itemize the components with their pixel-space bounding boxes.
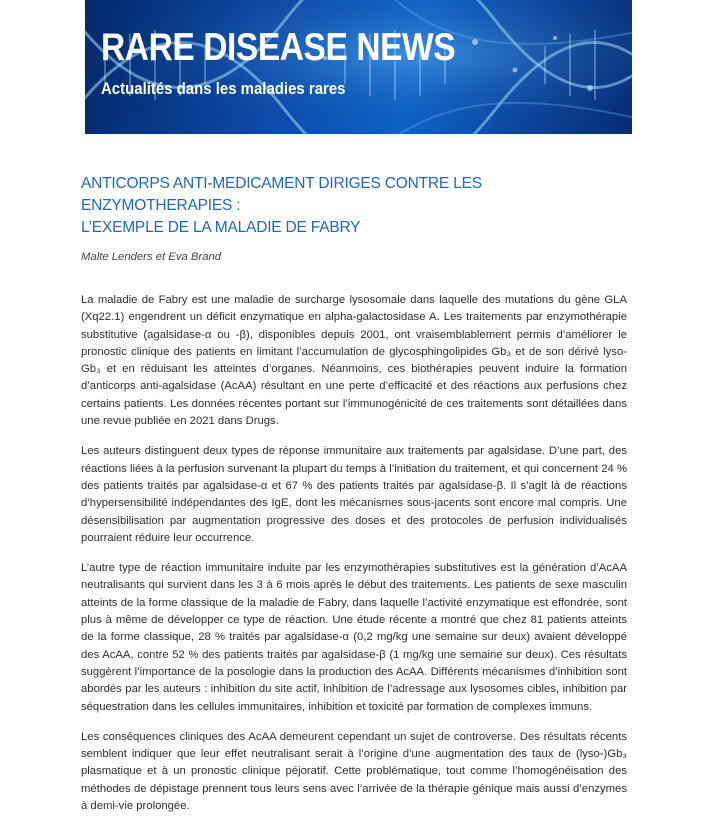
article-title-line1: ANTICORPS ANTI-MEDICAMENT DIRIGES CONTRE LES ENZYMOTHERAPIES : xyxy=(81,175,482,214)
article-title xyxy=(81,173,627,239)
article-paragraph-1: La maladie de Fabry est une maladie de surcharge lysosomale dans laquelle des mutations du gène GLA (Xq22.1) engendrent un déficit enzymatique en alpha-galactosidase A. Les traitements par enzymothérapie substitutive (agalsidase-α ou -β), disponibles depuis 2001, ont vraisemblablement permis d’améliorer le pronostic clinique des patients en limitant l’accumulation de glycosphingolipides Gb₃ et de son dérivé lyso-Gb₃ et en réduisant les atteintes d’organes. Néanmoins, ces biothérapies peuvent induire la formation d’anticorps anti-agalsidase (AcAA) résultant en une perte d’efficacité et des réactions aux perfusions chez certains patients. Les données récentes portant sur l’immunogénicité de ces traitements sont détaillées dans une revue publiée en 2021 dans Drugs. xyxy=(81,294,627,428)
article-paragraph-3: L’autre type de réaction immunitaire induite par les enzymothérapies substitutives est la génération d’AcAA neutralisants qui survient dans les 3 à 6 mois après le début des traitements. Les patients de sexe masculin atteints de la forme classique de la maladie de Fabry, dans laquelle l’activité enzymatique est effondrée, sont plus à même de développer ce type de réaction. Une étude récente a montré que chez 81 patients atteints de la forme classique, 28 % traités par agalsidase-α (0,2 mg/kg une semaine sur deux) avaient développé des AcAA, contre 52 % des patients traités par agalsidase-β (1 mg/kg une semaine sur deux). Ces résultats suggèrent l’importance de la posologie dans la production des AcAA. Différents mécanismes d’inhibition sont abordés par les auteurs : inhibition du site actif, inhibition de l’adressage aux lysosomes cibles, inhibition par séquestration dans les cellules immunitaires, inhibition et toxicité par formation de complexes immuns. xyxy=(81,562,627,713)
header-banner xyxy=(85,0,632,134)
article-title-line2: L’EXEMPLE DE LA MALADIE DE FABRY xyxy=(81,219,361,236)
article-paragraph-4: Les conséquences cliniques des AcAA demeurent cependant un sujet de controverse. Des résultats récents semblent indiquer que leur effet neutralisant serait à l’origine d’une augmentation des taux de (lyso-)Gb₃ plasmatique et à un pronostic clinique péjoratif. Cette problématique, tout comme l’homogénéisation des méthodes de dépistage prennent tous leurs sens avec l’arrivée de la thérapie génique mais aussi d’enzymes à demi-vie prolongée. xyxy=(81,730,627,813)
article-authors: Malte Lenders et Eva Brand xyxy=(81,251,222,263)
article xyxy=(81,173,627,815)
banner-subtitle: Actualités dans les maladies rares xyxy=(101,79,346,98)
article-paragraph-2: Les auteurs distinguent deux types de réponse immunitaire aux traitements par agalsidase. D’une part, des réactions liées à la perfusion survenant la plupart du temps à l’initiation du traitement, et qui concernent 24 % des patients traités par agalsidase-α et 67 % des patients traités par agalsidase-β. Il s’agit là de réactions d’hypersensibilité indépendantes des IgE, dont les mécanismes sous-jacents sont encore mal compris. Une désensibilisation par augmentation progressive des doses et des protocoles de perfusion individualisés pourraient réduire leur occurrence. xyxy=(81,445,627,544)
banner-title: RARE DISEASE NEWS xyxy=(101,26,456,69)
